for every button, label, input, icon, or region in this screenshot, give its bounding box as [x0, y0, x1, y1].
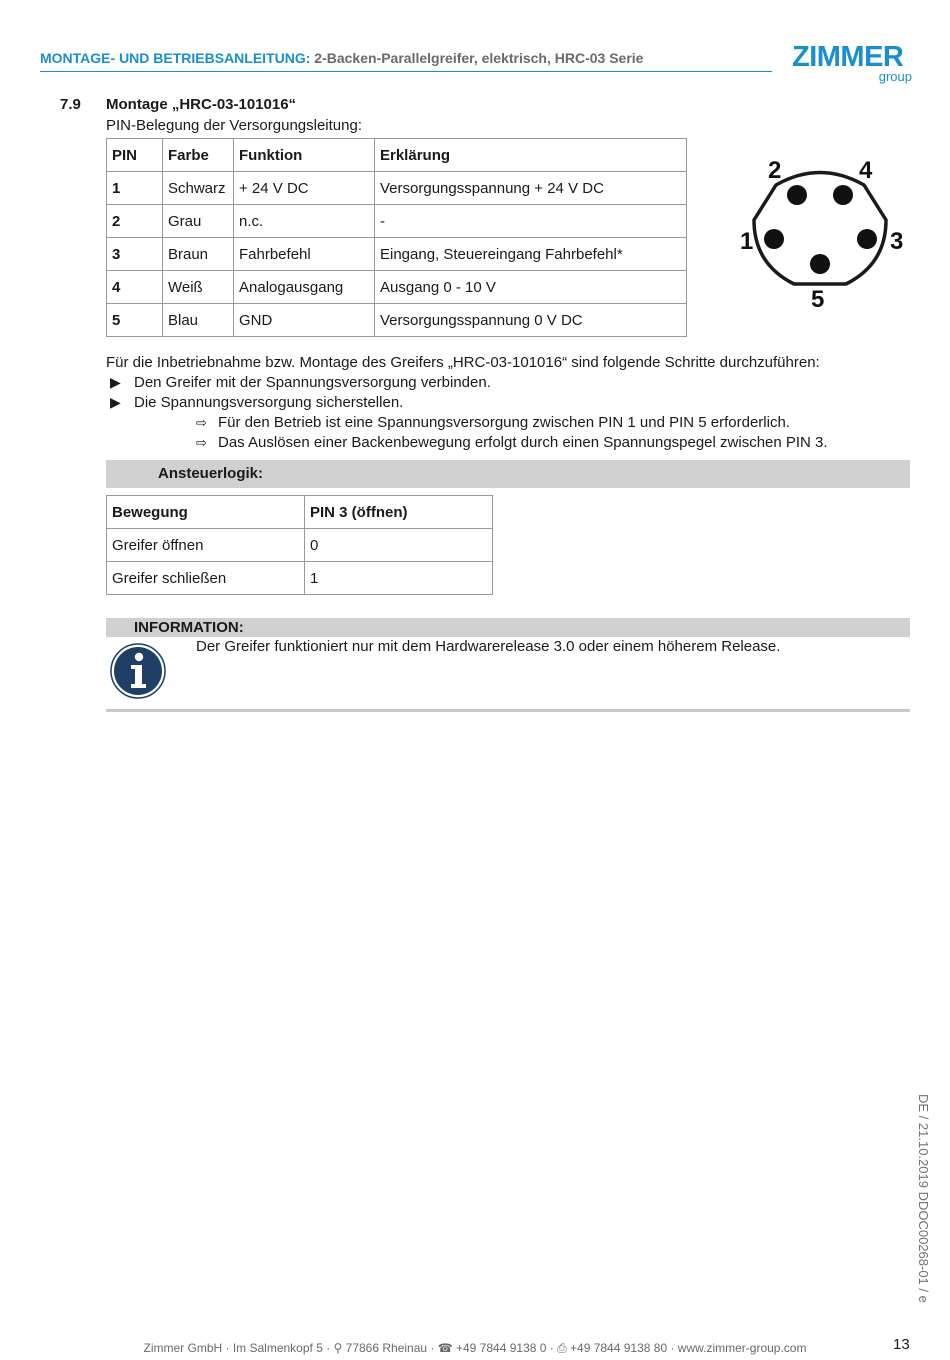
explanation-cell: - — [375, 205, 687, 238]
pin-2-label: 2 — [768, 157, 782, 184]
connector-pinout-diagram — [728, 152, 912, 314]
document-id-sidebar — [917, 1094, 931, 1324]
logo-word: ZIMMER — [792, 41, 904, 73]
table-header-row — [107, 139, 687, 172]
information-text: Der Greifer funktioniert nur mit dem Hardwarerelease 3.0 oder einem höherem Release. — [196, 638, 781, 655]
color-cell: Grau — [163, 205, 234, 238]
pin-cell: 1 — [107, 172, 163, 205]
section-number: 7.9 — [60, 96, 81, 113]
arrow-bullet-icon: ⇨ — [196, 415, 207, 430]
table-row — [107, 172, 687, 205]
pin-value-cell: 0 — [305, 529, 493, 562]
pin-3-label: 3 — [890, 228, 904, 255]
pin-4-dot — [833, 185, 853, 205]
color-cell: Braun — [163, 238, 234, 271]
col-header: Erklärung — [375, 139, 687, 172]
pin-cell: 2 — [107, 205, 163, 238]
result-text: Das Auslösen einer Backenbewegung erfolgt durch einen Spannungspegel zwischen PIN 3. — [218, 434, 828, 451]
explanation-cell: Ausgang 0 - 10 V — [375, 271, 687, 304]
triangle-bullet-icon: ▶ — [110, 394, 121, 410]
document-id-text: DE / 21.10.2019 DDOC00268-01 / e — [916, 1094, 931, 1303]
explanation-cell: Eingang, Steuereingang Fahrbefehl* — [375, 238, 687, 271]
control-logic-table — [106, 495, 493, 595]
function-cell: + 24 V DC — [234, 172, 375, 205]
explanation-cell: Versorgungsspannung 0 V DC — [375, 304, 687, 337]
information-heading: INFORMATION: — [106, 618, 910, 637]
pin-1-label: 1 — [740, 228, 754, 255]
document-header — [40, 50, 772, 72]
section-subtitle: PIN-Belegung der Versorgungsleitung: — [106, 117, 362, 134]
function-cell: Fahrbefehl — [234, 238, 375, 271]
pin-5-label: 5 — [811, 286, 825, 313]
color-cell: Weiß — [163, 271, 234, 304]
movement-cell: Greifer schließen — [107, 562, 305, 595]
triangle-bullet-icon: ▶ — [110, 374, 121, 390]
table-row — [107, 529, 493, 562]
col-header: PIN 3 (öffnen) — [305, 496, 493, 529]
footer-contact: Zimmer GmbH · Im Salmenkopf 5 · ⚲ 77866 Rheinau · ☎ +49 7844 9138 0 · ⎙ +49 7844 9138 80 · www.zimmer-group.com — [143, 1341, 807, 1355]
pin-2-dot — [787, 185, 807, 205]
color-cell: Schwarz — [163, 172, 234, 205]
info-icon — [110, 643, 166, 699]
table-row — [107, 238, 687, 271]
arrow-bullet-icon: ⇨ — [196, 435, 207, 450]
pin-value-cell: 1 — [305, 562, 493, 595]
col-header: Bewegung — [107, 496, 305, 529]
function-cell: GND — [234, 304, 375, 337]
col-header: Farbe — [163, 139, 234, 172]
section-title: Montage „HRC-03-101016“ — [106, 96, 297, 113]
table-row — [107, 562, 493, 595]
function-cell: Analogausgang — [234, 271, 375, 304]
pin-assignment-table — [106, 138, 687, 337]
result-item — [196, 434, 828, 451]
step-text: Die Spannungsversorgung sicherstellen. — [134, 394, 404, 411]
col-header: Funktion — [234, 139, 375, 172]
logo-sub: group — [878, 69, 912, 84]
table-row — [107, 304, 687, 337]
pin-3-dot — [857, 229, 877, 249]
explanation-cell: Versorgungsspannung + 24 V DC — [375, 172, 687, 205]
pin-cell: 4 — [107, 271, 163, 304]
header-title: 2-Backen-Parallelgreifer, elektrisch, HRC-03 Serie — [310, 50, 644, 66]
zimmer-logo — [792, 42, 914, 90]
step-item — [110, 374, 491, 391]
movement-cell: Greifer öffnen — [107, 529, 305, 562]
step-item — [110, 394, 403, 411]
pin-cell: 5 — [107, 304, 163, 337]
table-row — [107, 271, 687, 304]
page-number: 13 — [893, 1336, 910, 1353]
divider — [106, 709, 910, 712]
result-text: Für den Betrieb ist eine Spannungsversorgung zwischen PIN 1 und PIN 5 erforderlich. — [218, 414, 790, 431]
pin-4-label: 4 — [859, 157, 873, 184]
result-item — [196, 414, 790, 431]
pin-1-dot — [764, 229, 784, 249]
header-lead: MONTAGE- UND BETRIEBSANLEITUNG: — [40, 50, 311, 66]
table-header-row — [107, 496, 493, 529]
step-text: Den Greifer mit der Spannungsversorgung verbinden. — [134, 374, 491, 391]
table-row — [107, 205, 687, 238]
pin-cell: 3 — [107, 238, 163, 271]
function-cell: n.c. — [234, 205, 375, 238]
instructions-intro: Für die Inbetriebnahme bzw. Montage des Greifers „HRC-03-101016“ sind folgende Schritte durchzuführen: — [106, 354, 820, 371]
color-cell: Blau — [163, 304, 234, 337]
pin-5-dot — [810, 254, 830, 274]
col-header: PIN — [107, 139, 163, 172]
control-logic-heading: Ansteuerlogik: — [106, 460, 910, 488]
